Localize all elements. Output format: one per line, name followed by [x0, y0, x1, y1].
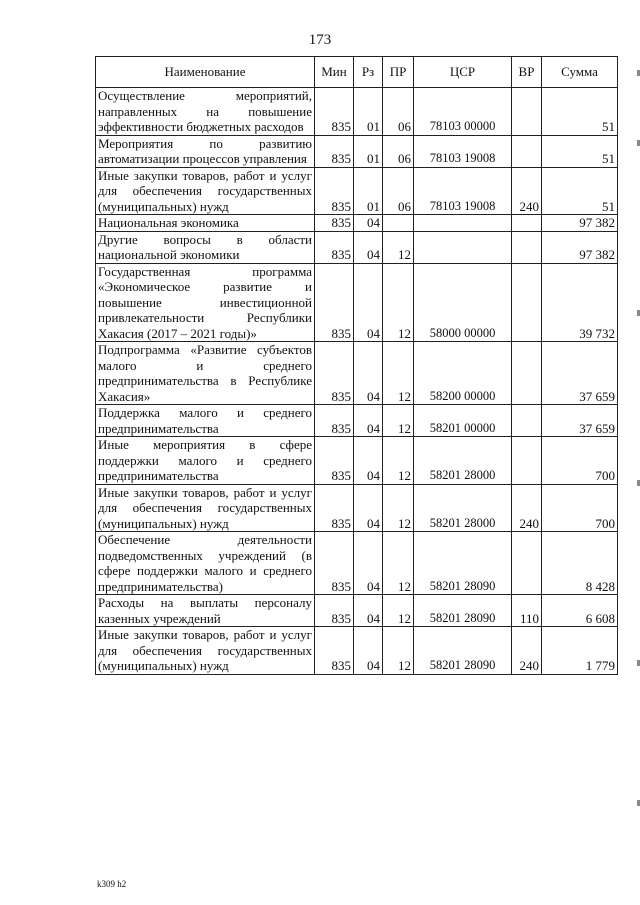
cell-pr — [383, 215, 414, 232]
cell-vr — [512, 215, 542, 232]
cell-pr: 12 — [383, 263, 414, 342]
cell-name: Иные закупки товаров, работ и услуг для обеспечения государственных (муниципальных) нужд — [96, 484, 315, 532]
cell-csr: 58201 28000 — [414, 484, 512, 532]
cell-csr — [414, 231, 512, 263]
cell-name: Поддержка малого и среднего предпринимательства — [96, 405, 315, 437]
cell-min: 835 — [315, 484, 354, 532]
cell-sum: 8 428 — [542, 532, 618, 595]
cell-sum: 1 779 — [542, 627, 618, 675]
column-header-csr: ЦСР — [414, 57, 512, 88]
cell-rz: 04 — [354, 215, 383, 232]
table-header-row — [96, 57, 618, 88]
table-row — [96, 405, 618, 437]
cell-min: 835 — [315, 231, 354, 263]
cell-name: Расходы на выплаты персоналу казенных учреждений — [96, 595, 315, 627]
cell-vr — [512, 231, 542, 263]
cell-rz: 01 — [354, 167, 383, 215]
cell-sum: 97 382 — [542, 215, 618, 232]
cell-rz: 04 — [354, 437, 383, 485]
table-row — [96, 88, 618, 136]
table-body — [96, 88, 618, 675]
cell-sum: 700 — [542, 437, 618, 485]
cell-pr: 12 — [383, 532, 414, 595]
cell-csr: 78103 19008 — [414, 135, 512, 167]
cell-sum: 37 659 — [542, 342, 618, 405]
cell-vr — [512, 532, 542, 595]
column-header-name: Наименование — [96, 57, 315, 88]
cell-rz: 04 — [354, 595, 383, 627]
cell-min: 835 — [315, 215, 354, 232]
cell-rz: 04 — [354, 627, 383, 675]
cell-sum: 39 732 — [542, 263, 618, 342]
table-row — [96, 167, 618, 215]
table-row — [96, 231, 618, 263]
cell-sum: 51 — [542, 167, 618, 215]
cell-vr — [512, 263, 542, 342]
cell-pr: 12 — [383, 437, 414, 485]
cell-vr — [512, 405, 542, 437]
cell-min: 835 — [315, 437, 354, 485]
cell-csr: 58201 28090 — [414, 532, 512, 595]
cell-pr: 12 — [383, 342, 414, 405]
cell-pr: 06 — [383, 88, 414, 136]
table-row — [96, 437, 618, 485]
cell-vr: 240 — [512, 627, 542, 675]
cell-name: Осуществление мероприятий, направленных на повышение эффективности бюджетных расходов — [96, 88, 315, 136]
table-row — [96, 342, 618, 405]
cell-csr — [414, 215, 512, 232]
table-row — [96, 135, 618, 167]
cell-name: Иные закупки товаров, работ и услуг для обеспечения государственных (муниципальных) нужд — [96, 167, 315, 215]
cell-rz: 04 — [354, 342, 383, 405]
cell-rz: 04 — [354, 484, 383, 532]
cell-csr: 58000 00000 — [414, 263, 512, 342]
cell-min: 835 — [315, 405, 354, 437]
cell-min: 835 — [315, 88, 354, 136]
page-number: 173 — [308, 32, 332, 48]
cell-rz: 01 — [354, 88, 383, 136]
cell-vr — [512, 437, 542, 485]
cell-name: Национальная экономика — [96, 215, 315, 232]
budget-table — [95, 56, 618, 675]
cell-csr: 58200 00000 — [414, 342, 512, 405]
cell-vr — [512, 135, 542, 167]
cell-name: Мероприятия по развитию автоматизации процессов управления — [96, 135, 315, 167]
table-row — [96, 263, 618, 342]
cell-pr: 12 — [383, 484, 414, 532]
cell-min: 835 — [315, 595, 354, 627]
table-row — [96, 532, 618, 595]
margin-marks — [634, 60, 640, 820]
cell-rz: 04 — [354, 405, 383, 437]
cell-csr: 78103 19008 — [414, 167, 512, 215]
table-row — [96, 484, 618, 532]
table-row — [96, 627, 618, 675]
cell-min: 835 — [315, 167, 354, 215]
cell-pr: 12 — [383, 595, 414, 627]
cell-vr — [512, 88, 542, 136]
cell-min: 835 — [315, 135, 354, 167]
cell-csr: 58201 28090 — [414, 627, 512, 675]
cell-name: Обеспечение деятельности подведомственных учреждений (в сфере поддержки малого и среднего предпринимательства) — [96, 532, 315, 595]
cell-rz: 04 — [354, 231, 383, 263]
column-header-min: Мин — [315, 57, 354, 88]
cell-min: 835 — [315, 627, 354, 675]
table-row — [96, 215, 618, 232]
cell-rz: 04 — [354, 532, 383, 595]
cell-pr: 06 — [383, 167, 414, 215]
table-row — [96, 595, 618, 627]
cell-rz: 01 — [354, 135, 383, 167]
cell-csr: 78103 00000 — [414, 88, 512, 136]
cell-csr: 58201 28090 — [414, 595, 512, 627]
column-header-sum: Сумма — [542, 57, 618, 88]
cell-min: 835 — [315, 532, 354, 595]
cell-name: Иные закупки товаров, работ и услуг для обеспечения государственных (муниципальных) нужд — [96, 627, 315, 675]
cell-vr — [512, 342, 542, 405]
cell-sum: 700 — [542, 484, 618, 532]
cell-pr: 12 — [383, 405, 414, 437]
footer-code: k309 h2 — [97, 879, 127, 889]
cell-sum: 37 659 — [542, 405, 618, 437]
column-header-vr: ВР — [512, 57, 542, 88]
cell-vr: 110 — [512, 595, 542, 627]
cell-name: Иные мероприятия в сфере поддержки малого и среднего предпринимательства — [96, 437, 315, 485]
cell-pr: 12 — [383, 231, 414, 263]
column-header-pr: ПР — [383, 57, 414, 88]
cell-min: 835 — [315, 263, 354, 342]
cell-name: Подпрограмма «Развитие субъектов малого и среднего предпринимательства в Республике Хакасия» — [96, 342, 315, 405]
cell-rz: 04 — [354, 263, 383, 342]
cell-csr: 58201 28000 — [414, 437, 512, 485]
cell-pr: 06 — [383, 135, 414, 167]
cell-name: Государственная программа «Экономическое развитие и повышение инвестиционной привлекательности Республики Хакасия (2017 – 2021 годы)» — [96, 263, 315, 342]
cell-sum: 51 — [542, 135, 618, 167]
cell-vr: 240 — [512, 167, 542, 215]
cell-pr: 12 — [383, 627, 414, 675]
cell-sum: 97 382 — [542, 231, 618, 263]
cell-vr: 240 — [512, 484, 542, 532]
cell-csr: 58201 00000 — [414, 405, 512, 437]
cell-min: 835 — [315, 342, 354, 405]
cell-sum: 51 — [542, 88, 618, 136]
column-header-rz: Рз — [354, 57, 383, 88]
cell-name: Другие вопросы в области национальной экономики — [96, 231, 315, 263]
cell-sum: 6 608 — [542, 595, 618, 627]
